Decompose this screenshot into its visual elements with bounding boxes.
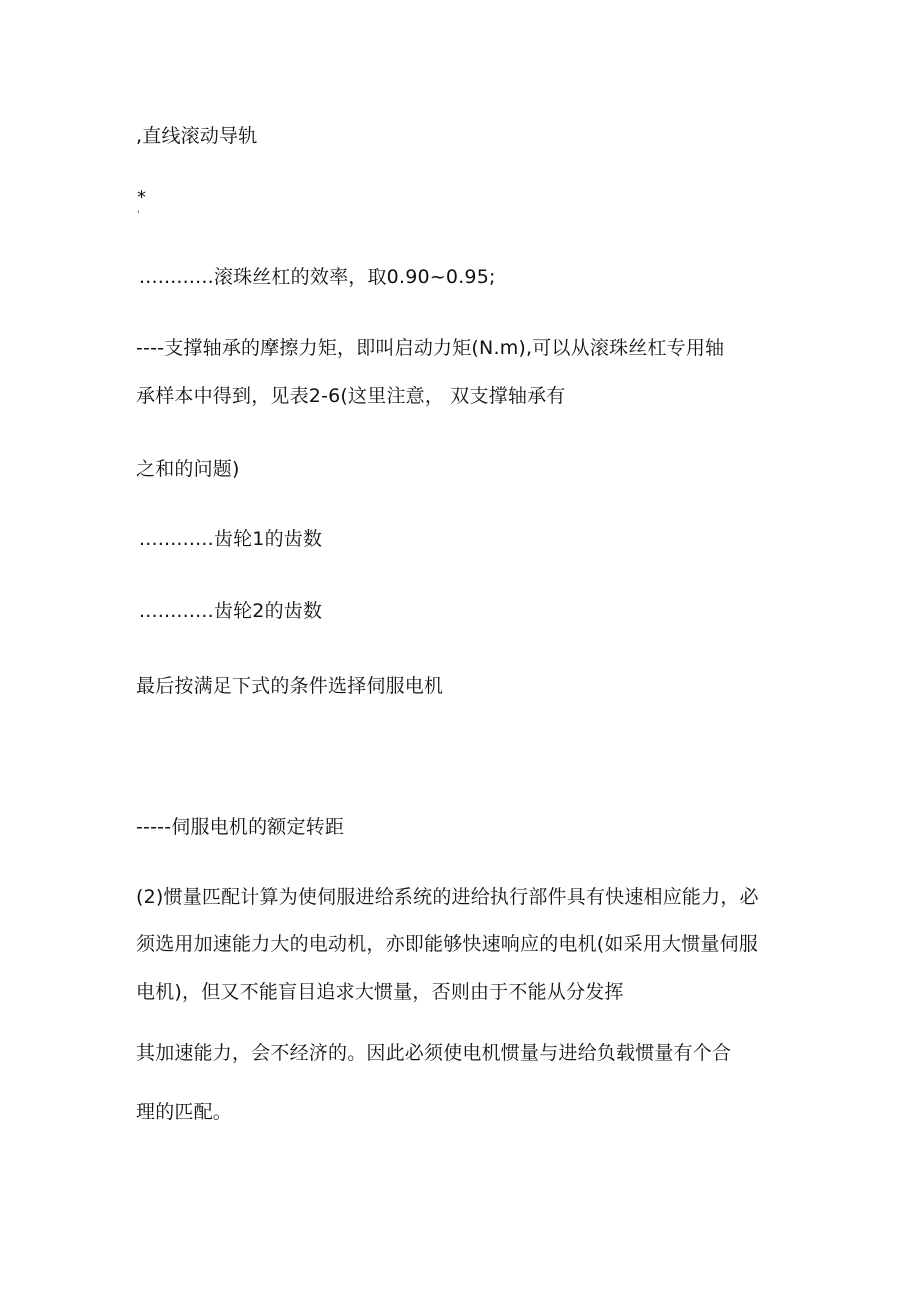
text-line-gear-1: ............齿轮1的齿数 xyxy=(139,528,323,550)
text-line-rated-torque: -----伺服电机的额定转距 xyxy=(136,816,345,838)
text-line-gear-2: ............齿轮2的齿数 xyxy=(139,600,323,622)
text-line-inertia-1: (2)惯量匹配计算为使伺服进给系统的进给执行部件具有快速相应能力，必 xyxy=(136,886,759,908)
text-line-efficiency: ............滚珠丝杠的效率，取0.90~0.95; xyxy=(139,266,496,288)
text-line-inertia-4: 其加速能力，会不经济的。因此必须使电机惯量与进给负载惯量有个合 xyxy=(136,1042,732,1064)
heading-line: ,直线滚动导轨 xyxy=(136,125,258,147)
text-line-sum-question: 之和的问题) xyxy=(136,458,240,480)
small-mark: ' xyxy=(137,210,140,220)
text-line-inertia-3: 电机)，但又不能盲目追求大惯量，否则由于不能从分发挥 xyxy=(136,981,624,1003)
text-line-bearing-sample: 承样本中得到，见表2-6(这里注意， 双支撑轴承有 xyxy=(136,385,566,407)
text-line-inertia-5: 理的匹配。 xyxy=(136,1101,233,1123)
text-line-inertia-2: 须选用加速能力大的电动机，亦即能够快速响应的电机(如采用大惯量伺服 xyxy=(136,933,759,955)
text-line-friction-torque: ----支撑轴承的摩擦力矩，即叫启动力矩(N.m),可以从滚珠丝杠专用轴 xyxy=(136,337,725,359)
text-line-select-motor: 最后按满足下式的条件选择伺服电机 xyxy=(136,675,444,697)
asterisk-mark: * xyxy=(137,187,146,208)
